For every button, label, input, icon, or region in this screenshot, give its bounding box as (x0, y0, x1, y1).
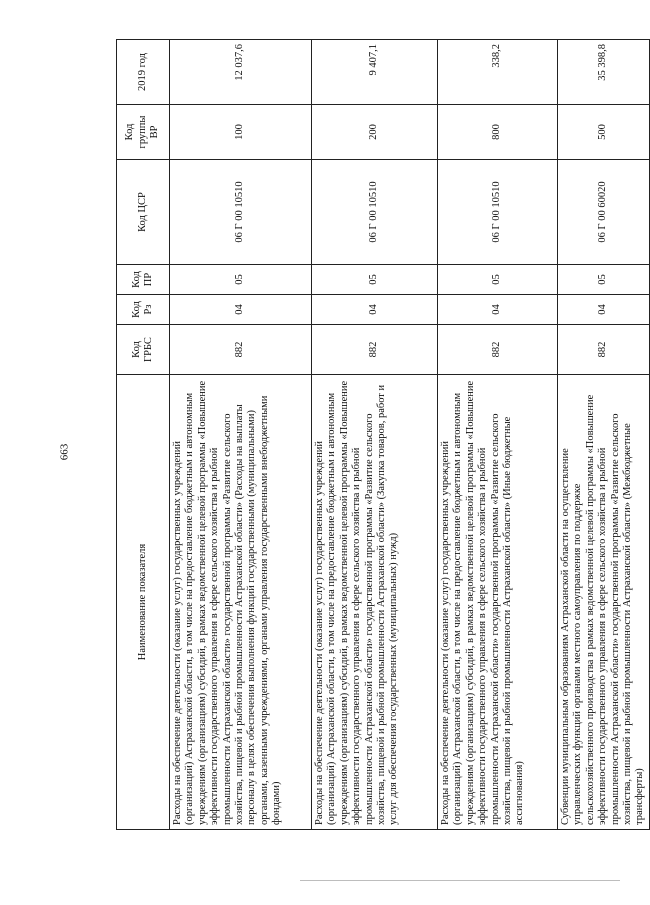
row-grbs: 882 (438, 325, 558, 375)
table-header-row (117, 40, 170, 830)
scan-edge-line (300, 880, 620, 881)
table-row (438, 40, 558, 830)
budget-table (116, 39, 650, 830)
row-grbs: 882 (170, 325, 312, 375)
header-csr: Код ЦСР (117, 160, 170, 265)
row-vr: 800 (438, 105, 558, 160)
row-vr: 500 (558, 105, 650, 160)
page-number: 663 (58, 443, 71, 461)
row-name: Субвенции муниципальным образованиям Астраханской области на осуществление управленческих функций органами местного самоуправления по поддержке сельскохозяйственного производства в рамках ведомственной целевой программы «Повышение эффективности государственного управления в сфере сельского хозяйства и рыбной промышленности Астраханской области» государственной программы «Развитие сельского хозяйства, пищевой и рыбной промышленности Астраханской области» (Межбюджетные трансферты) (558, 375, 650, 830)
table-row (312, 40, 438, 830)
row-csr: 06 Г 00 10510 (312, 160, 438, 265)
row-csr: 06 Г 00 10510 (438, 160, 558, 265)
row-pr: 05 (170, 265, 312, 295)
row-rz: 04 (558, 295, 650, 325)
row-year: 12 037,6 (170, 40, 312, 105)
row-csr: 06 Г 00 10510 (170, 160, 312, 265)
header-vr: Код группы ВР (117, 105, 170, 160)
row-pr: 05 (438, 265, 558, 295)
header-grbs: Код ГРБС (117, 325, 170, 375)
header-year: 2019 год (117, 40, 170, 105)
row-year: 9 407,1 (312, 40, 438, 105)
row-rz: 04 (438, 295, 558, 325)
row-year: 35 398,8 (558, 40, 650, 105)
row-year: 338,2 (438, 40, 558, 105)
row-pr: 05 (312, 265, 438, 295)
row-rz: 04 (170, 295, 312, 325)
table-row (170, 40, 312, 830)
header-name: Наименование показателя (117, 375, 170, 830)
header-rz: Код Рз (117, 295, 170, 325)
row-grbs: 882 (312, 325, 438, 375)
header-pr: Код ПР (117, 265, 170, 295)
row-name: Расходы на обеспечение деятельности (оказание услуг) государственных учреждений (организаций) Астраханской области, в том числе на предоставление бюджетным и автономным учреждениям (организациям) субсидий, в рамках ведомственной целевой программы «Повышение эффективности государственного управления в сфере сельского хозяйства и рыбной промышленности Астраханской области» государственной программы «Развитие сельского хозяйства, пищевой и рыбной промышленности Астраханской области» (Расходы на выплаты персоналу в целях обеспечения выполнения функций государственными (муниципальными) органами, казенными учреждениями, органами управления государственными внебюджетными фондами) (170, 375, 312, 830)
row-csr: 06 Г 00 60020 (558, 160, 650, 265)
rotated-table-wrapper (116, 40, 646, 830)
row-vr: 100 (170, 105, 312, 160)
row-name: Расходы на обеспечение деятельности (оказание услуг) государственных учреждений (организаций) Астраханской области, в том числе на предоставление бюджетным и автономным учреждениям (организациям) субсидий, в рамках ведомственной целевой программы «Повышение эффективности государственного управления в сфере сельского хозяйства и рыбной промышленности Астраханской области» государственной программы «Развитие сельского хозяйства, пищевой и рыбной промышленности Астраханской области» (Закупка товаров, работ и услуг для обеспечения государственных (муниципальных) нужд) (312, 375, 438, 830)
row-vr: 200 (312, 105, 438, 160)
table-row (558, 40, 650, 830)
row-grbs: 882 (558, 325, 650, 375)
row-name: Расходы на обеспечение деятельности (оказание услуг) государственных учреждений (организаций) Астраханской области, в том числе на предоставление бюджетным и автономным учреждениям (организациям) субсидий, в рамках ведомственной целевой программы «Повышение эффективности государственного управления в сфере сельского хозяйства и рыбной промышленности Астраханской области» государственной программы «Развитие сельского хозяйства, пищевой и рыбной промышленности Астраханской области» (Иные бюджетные ассигнования) (438, 375, 558, 830)
row-pr: 05 (558, 265, 650, 295)
row-rz: 04 (312, 295, 438, 325)
